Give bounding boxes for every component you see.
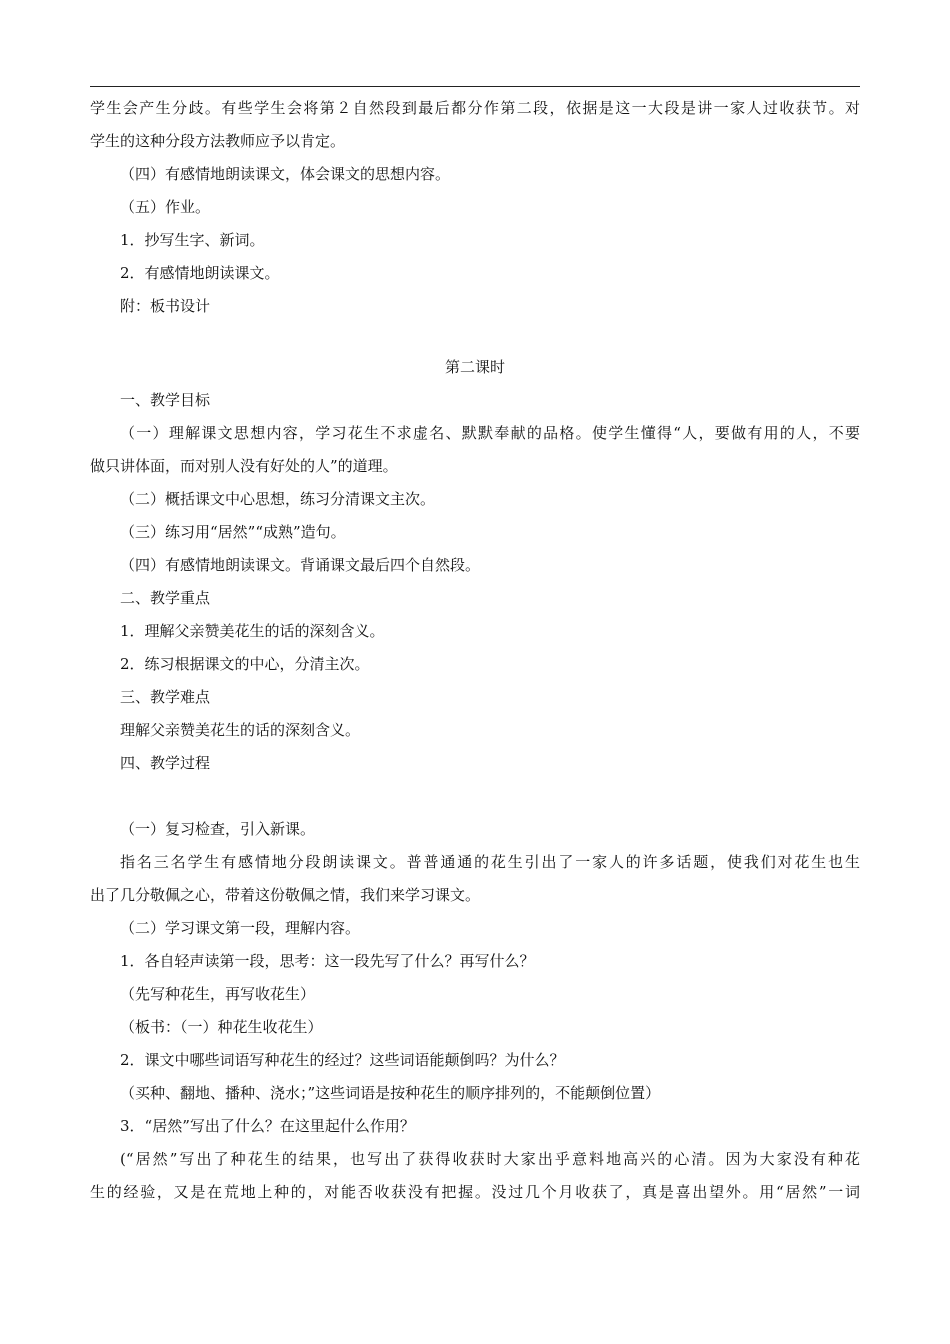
list-item: 1．抄写生字、新词。 [120,231,265,249]
list-item: 1．理解父亲赞美花生的话的深刻含义。 [120,622,385,640]
paragraph-line: 学生会产生分歧。有些学生会将第２自然段到最后都分作第二段，依据是这一大段是讲一家人过收获节。对 [90,99,860,117]
section-title: 第二课时 [444,358,505,376]
paragraph-line: （四）有感情地朗读课文。背诵课文最后四个自然段。 [120,556,481,574]
paragraph-line: 生的经验，又是在荒地上种的，对能否收获没有把握。没过几个月收获了，真是喜出望外。用“居然”一词 [90,1183,860,1201]
paragraph-line: （一）理解课文思想内容，学习花生不求虚名、默默奉献的品格。使学生懂得“人，要做有用的人，不要 [120,424,860,442]
paragraph-line: （三）练习用“居然”“成熟”造句。 [120,523,346,541]
heading-process: 四、教学过程 [120,754,211,772]
paragraph-line: （买种、翻地、播种、浇水；”这些词语是按种花生的顺序排列的，不能颠倒位置） [120,1084,661,1102]
paragraph-line: （一）复习检查，引入新课。 [120,820,316,838]
list-item: 3．“居然”写出了什么？在这里起什么作用？ [120,1117,415,1135]
paragraph-line: （先写种花生，再写收花生） [120,985,316,1003]
heading-difficulties: 三、教学难点 [120,688,211,706]
list-item: 2．练习根据课文的中心，分清主次。 [120,655,370,673]
list-item: 1．各自轻声读第一段，思考：这一段先写了什么？再写什么？ [120,952,535,970]
paragraph-line: （板书：（一）种花生收花生） [120,1018,323,1036]
paragraph-line: 出了几分敬佩之心，带着这份敬佩之情，我们来学习课文。 [90,886,481,904]
document-page [90,92,860,1209]
spacer [90,323,860,351]
paragraph-line: （二）学习课文第一段，理解内容。 [120,919,361,937]
paragraph-line: （四）有感情地朗读课文，体会课文的思想内容。 [120,165,451,183]
paragraph-line: (“居然”写出了种花生的结果，也写出了获得收获时大家出乎意料地高兴的心清。因为大家没有种花 [120,1150,860,1168]
heading-teaching-goals: 一、教学目标 [120,391,211,409]
spacer [90,780,860,813]
paragraph-line: 理解父亲赞美花生的话的深刻含义。 [120,721,361,739]
appendix-label: 附：板书设计 [120,297,211,315]
heading-key-points: 二、教学重点 [120,589,211,607]
header-rule [90,86,860,87]
paragraph-line: 学生的这种分段方法教师应予以肯定。 [90,132,346,150]
paragraph-line: （二）概括课文中心思想，练习分清课文主次。 [120,490,436,508]
paragraph-line: 指名三名学生有感情地分段朗读课文。普普通通的花生引出了一家人的许多话题，使我们对花生也生 [120,853,860,871]
paragraph-line: （五）作业。 [120,198,211,216]
list-item: 2．课文中哪些词语写种花生的经过？这些词语能颠倒吗？为什么？ [120,1051,565,1069]
paragraph-line: 做只讲体面，而对别人没有好处的人”的道理。 [90,457,398,475]
list-item: 2．有感情地朗读课文。 [120,264,280,282]
